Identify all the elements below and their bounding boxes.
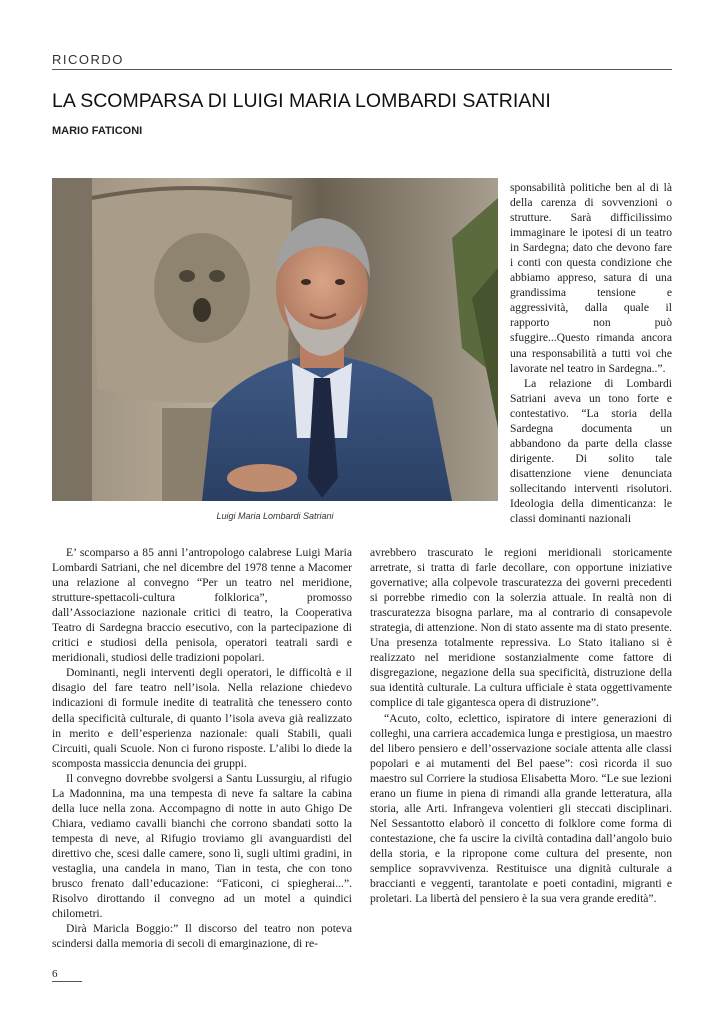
paragraph: sponsabilità politiche ben al di là della carenza di sovvenzioni o strutture. Sarà difficilissimo immaginare le ipotesi di un teatro in Sardegna; dato che devono fare i conti con questa condizione che abbiamo appreso, satura di una grandissima tensione e aggressività, dalla quale il rapporto non può sfuggire...Questo rimanda ancora una responsabilità a tutti voi che lavorate nel teatro in Sardegna..”. (510, 181, 672, 375)
photo-caption: Luigi Maria Lombardi Satriani (216, 511, 334, 521)
paragraph: Il convegno dovrebbe svolgersi a Santu Lussurgiu, al rifugio La Madonnina, ma una tempesta di neve fa saltare la cabina della luce nella zona. Accompagno di notte in auto Ghigo De Chiara, vediamo cavalli bianchi che corrono sbandati sotto la tempesta di neve, al Rifugio troviamo gli avanguardisti del direttivo che, scesi dalle camere, sono lì, sugli ultimi gradini, in vestaglia, una candela in mano, Tian in testa, che con tono brusco frenato dall’educazione: “Faticoni, ci spiegherai...”. Risolvo dirottando il convegno ad un motel a quindici chilometri. (52, 771, 352, 921)
paragraph: La relazione di Lombardi Satriani aveva un tono forte e contestativo. “La storia della Sardegna documenta un abbandono da parte della classe dirigente. Di solito tale disattenzione viene denunciata sollecitando interventi risolutori. Ideologia della dimenticanza: le classi dominanti nazionali (510, 376, 672, 526)
paragraph: avrebbero trascurato le regioni meridionali storicamente arretrate, si tratta di farle decollare, con opportune iniziative governative; alla colpevole trascuratezza dei governi precedenti si porrebbe rimedio con la solerzia attuale. In realtà non di trascuratezza bisogna parlare, ma al contrario di consapevole strategia, di attenzione. Non di stato assente ma di stato presente. Una presenza totalmente repressiva. Lo Stato italiano si è realizzato nel meridione sostanzialmente come fattore di disgregazione, negazione della sua specificità, distruzione della sua identità culturale. La cultura ufficiale è stata oggettivamente complice di tale gigantesca opera di distruzione”. (370, 546, 672, 710)
paragraph: “Acuto, colto, eclettico, ispiratore di intere generazioni di colleghi, una carriera accademica lunga e prestigiosa, un maestro del libero pensiero e dell’osservazione sociale attenta alle classi popolari e ai mutamenti del Bel paese”: così ricorda il suo maestro sul Corriere la studiosa Elisabetta Moro. “Le sue lezioni erano un fiume in piena di rimandi alla grande letteratura, alla storia, alle Arti. Infrangeva volentieri gli steccati disciplinari. Nel Sessantotto elaborò il concetto di folklore come forma di contestazione, che fa uscire la civiltà contadina dall’angolo buio della storia, e la ripropone come cultura del presente, non semplice sopravvivenza. Restituisce una dignità culturale a braccianti e veggenti, tarantolate e poeti contadini, migranti e proletari. La libertà del pensiero è la sua vera grande eredità”. (370, 711, 672, 906)
footer-rule (52, 981, 82, 982)
column-right-top (510, 180, 672, 526)
portrait-illustration (52, 178, 498, 501)
column-left (52, 545, 352, 951)
article-title: LA SCOMPARSA DI LUIGI MARIA LOMBARDI SATRIANI (52, 90, 551, 112)
portrait-photo (52, 178, 498, 501)
column-right-bottom (370, 545, 672, 906)
section-label: RICORDO (52, 52, 672, 70)
paragraph: Dominanti, negli interventi degli operatori, le difficoltà e il disagio del fare teatro nell’isola. Nella relazione chiedevo indicazioni di formule inedite di teatralità che tenessero conto della specificità culturale, di quanto l’isola aveva già realizzato in merito e dell’esperienza nazionale: quali Stabili, quali Circuiti, quali Scuole. Non ci furono risposte. L’alibi lo diede la scomposta massiccia denuncia dei gruppi. (52, 666, 352, 770)
page-number: 6 (52, 968, 58, 980)
paragraph: Dirà Maricla Boggio:” Il discorso del teatro non poteva scindersi dalla memoria di secoli di emarginazione, di re- (52, 922, 352, 951)
article-author: MARIO FATICONI (52, 125, 143, 137)
paragraph: E’ scomparso a 85 anni l’antropologo calabrese Luigi Maria Lombardi Satriani, che nel dicembre del 1978 tenne a Macomer una relazione al convegno “Per un teatro nel meridione, strutture-spettacoli-cultura folklorica”, promosso dall’Associazione nazionale critici di teatro, la Cooperativa Teatro di Sardegna braccio esecutivo, con la partecipazione di critici e studiosi della penisola, operatori teatrali sardi e meridionali, studiosi delle tradizioni popolari. (52, 546, 352, 665)
